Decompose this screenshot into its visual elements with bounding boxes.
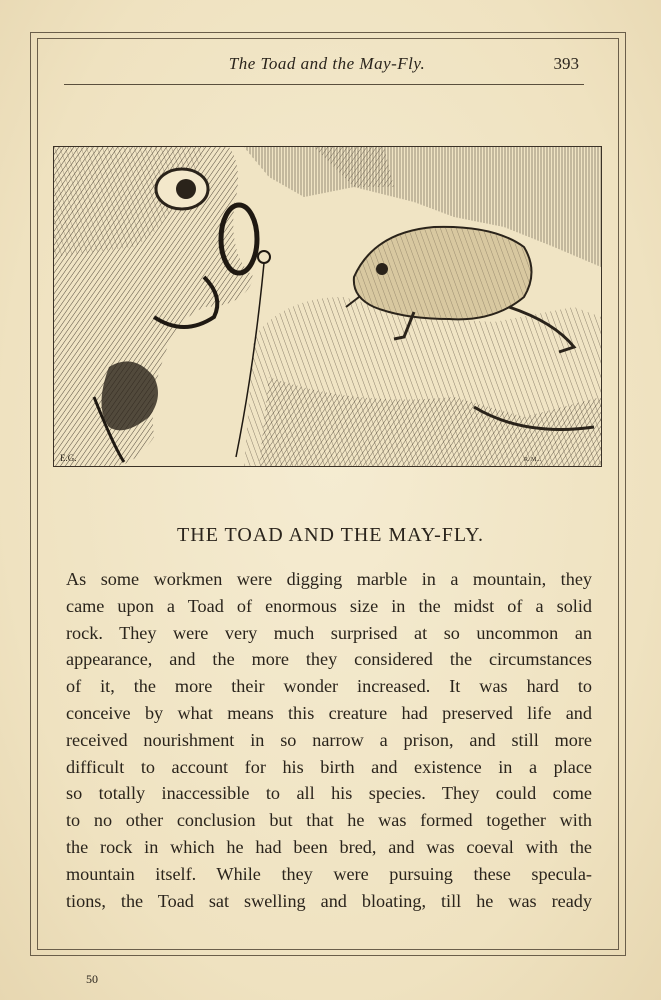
body-line: received nourishment in so narrow a prison, and still more [66, 729, 592, 750]
body-line: came upon a Toad of enormous size in the midst of a solid [66, 595, 592, 616]
body-line: to no other conclusion but that he was formed together with [66, 810, 592, 831]
body-line: conceive by what means this creature had preserved life and [66, 702, 592, 723]
body-line: tions, the Toad sat swelling and bloating, till he was ready [66, 890, 592, 911]
page-number: 393 [553, 54, 579, 73]
illustration-engraving [53, 146, 602, 467]
engraving-drawing [54, 147, 601, 466]
chapter-caption: THE TOAD AND THE MAY-FLY. [177, 524, 484, 546]
body-line: of it, the more their wonder increased. It was hard to [66, 676, 592, 697]
head-rule [64, 84, 584, 85]
engraver-signature-left: E.G. [60, 453, 77, 463]
body-line: difficult to account for his birth and existence in a place [66, 756, 592, 777]
running-head-title: The Toad and the May-Fly. [228, 54, 426, 73]
body-line: appearance, and the more they considered the circumstances [66, 649, 592, 670]
body-line: so totally inaccessible to all his species. They could come [66, 783, 592, 804]
engraver-signature-right: R. M... [524, 457, 541, 463]
body-line: As some workmen were digging marble in a mountain, they [66, 569, 592, 589]
body-line: rock. They were very much surprised at so uncommon an [66, 622, 592, 643]
body-line: the rock in which he had been bred, and was coeval with the [66, 836, 592, 857]
printer-signature-mark: 50 [86, 972, 98, 986]
body-text [66, 566, 592, 914]
body-line: mountain itself. While they were pursuing these specula- [66, 863, 592, 884]
running-head [37, 52, 617, 78]
